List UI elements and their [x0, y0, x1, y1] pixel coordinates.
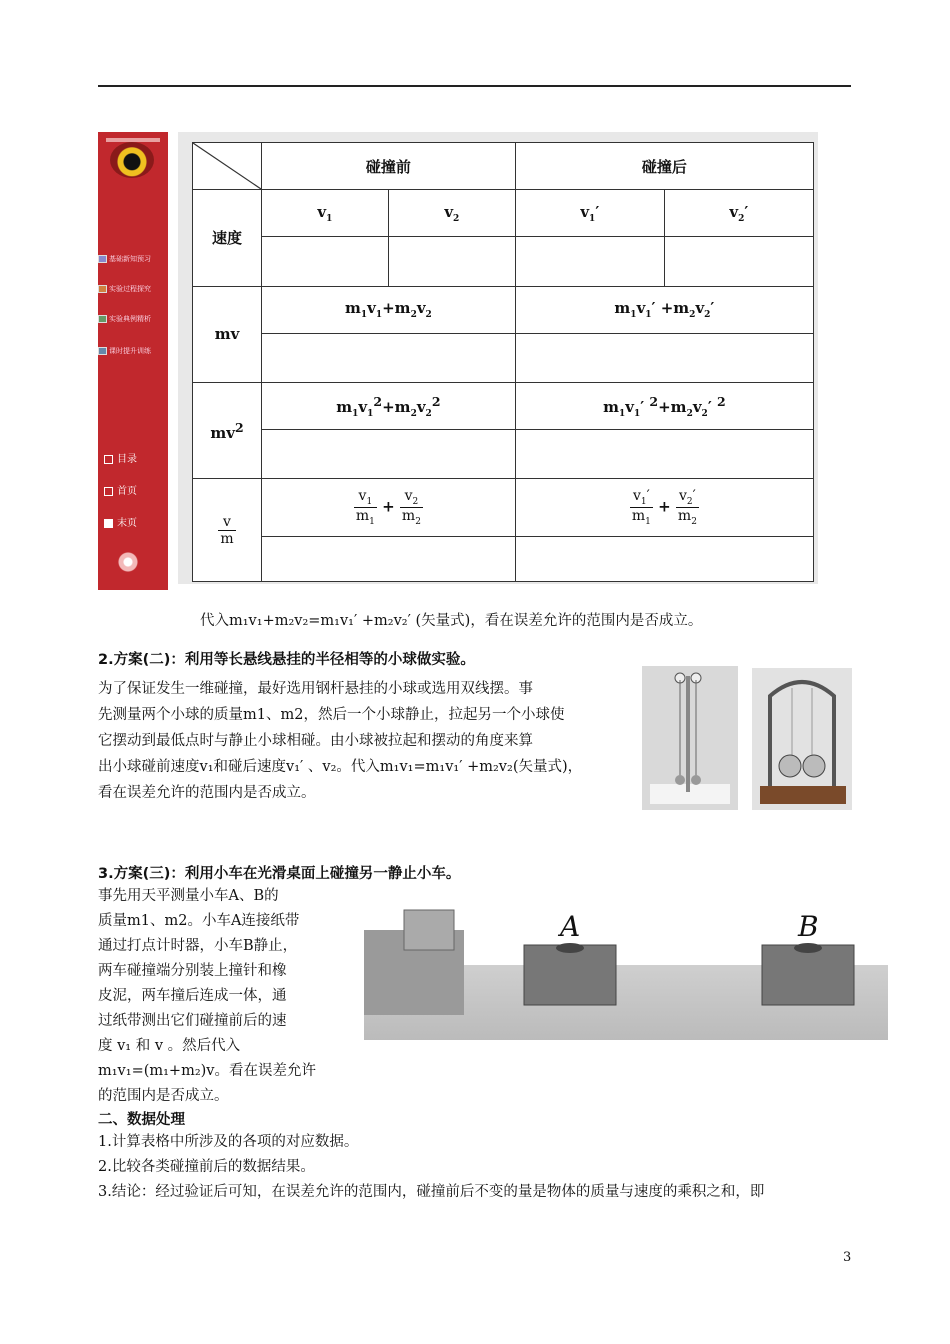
section-data-heading: 二、数据处理: [98, 1112, 185, 1128]
cell-v1: $v_1$: [262, 190, 389, 237]
sidebar-image: [98, 132, 168, 590]
plan-two-body: 为了保证发生一维碰撞，最好选用钢杆悬挂的小球或选用双线摆。事 先测量两个小球的质量m1、m2，然后一个小球静止，拉起另一个小球使 它摆动到最低点时与静止小球相碰。由小球被拉起和摆动的角度来算 出小球碰前速度v₁和碰后速度v₁′ 、v₂。代入m₁v₁=m₁v₁′ +m₂v₂(矢量式)， 看在误差允许的范围内是否成立。: [98, 681, 583, 801]
plan-three-body: 事先用天平测量小车A、B的 质量m1、m2。小车A连接纸带 通过打点计时器，小车B静止， 两车碰撞端分别装上撞针和橡 皮泥，两车撞后连成一体，通 过纸带测出它们碰撞前后的速 度 v₁ 和 v 。然后代入 m₁v₁=(m₁+m₂)v。看在误差允许 的范围内是否成立。: [98, 888, 316, 1104]
sidebar-item: 实验典例精析: [98, 314, 151, 324]
data-processing-list: [98, 1130, 858, 1205]
cell-vm-after: $\frac{v_1'}{m_1}$ + $\frac{v_2'}{m_2}$: [515, 479, 813, 536]
cell-mv2-before: $m_1v_1^2+m_2v_2^2$: [262, 382, 516, 429]
diagonal-cell: [193, 143, 262, 190]
header-rule: [98, 85, 851, 87]
collision-table: [192, 142, 814, 582]
cell-vm-before: $\frac{v_1}{m_1}$ + $\frac{v_2}{m_2}$: [262, 479, 516, 536]
cell-v2p: $v_2'$: [664, 190, 813, 237]
row-vm-label: $\frac{v}{m}$: [193, 479, 262, 582]
pendulum-photo: [642, 666, 738, 810]
plan-two-heading: 2.方案(二)：利用等长悬线悬挂的半径相等的小球做实验。: [98, 652, 475, 668]
sidebar-item: 基础新知预习: [98, 254, 151, 264]
header-before: 碰撞前: [262, 143, 516, 190]
cell-mv2-after: $m_1v_1'$ $^2+m_2v_2'$ $^2$: [515, 382, 813, 429]
sidebar-nav-item: 目录: [104, 450, 137, 465]
list-item: 3.结论：经过验证后可知，在误差允许的范围内，碰撞前后不变的量是物体的质量与速度的乘积之和，即: [98, 1184, 765, 1200]
row-speed-label: 速度: [193, 190, 262, 286]
list-item: 2.比较各类碰撞前后的数据结果。: [98, 1159, 315, 1175]
cell-mv-before: $m_1v_1+m_2v_2$: [262, 286, 516, 333]
row-mv2-label: $mv^2$: [193, 382, 262, 478]
cart-b-label: B: [798, 910, 819, 943]
cell-mv-after: $m_1v_1' +m_2v_2'$: [515, 286, 813, 333]
sidebar-nav-item: 末页: [104, 514, 137, 529]
row-mv-label: mv: [193, 286, 262, 382]
flower-decoration: [114, 548, 142, 576]
sidebar-item: 课时提升训练: [98, 346, 151, 356]
header-after: 碰撞后: [515, 143, 813, 190]
cart-experiment-photo: [364, 890, 888, 1040]
substitution-line: 代入m₁v₁+m₂v₂=m₁v₁′ +m₂v₂′ (矢量式)，看在误差允许的范围内是否成立。: [200, 613, 703, 629]
cell-v2: $v_2$: [388, 190, 515, 237]
sidebar-nav-item: 首页: [104, 482, 137, 497]
cell-v1p: $v_1'$: [515, 190, 664, 237]
data-table-image: [178, 132, 818, 584]
logo: [110, 142, 154, 178]
double-pendulum-photo: [752, 668, 852, 810]
plan-three-heading: 3.方案(三)：利用小车在光滑桌面上碰撞另一静止小车。: [98, 866, 461, 882]
sidebar-item: 实验过程探究: [98, 284, 151, 294]
list-item: 1.计算表格中所涉及的各项的对应数据。: [98, 1134, 359, 1150]
page-number: 3: [843, 1250, 852, 1265]
cart-a-label: A: [560, 910, 581, 943]
